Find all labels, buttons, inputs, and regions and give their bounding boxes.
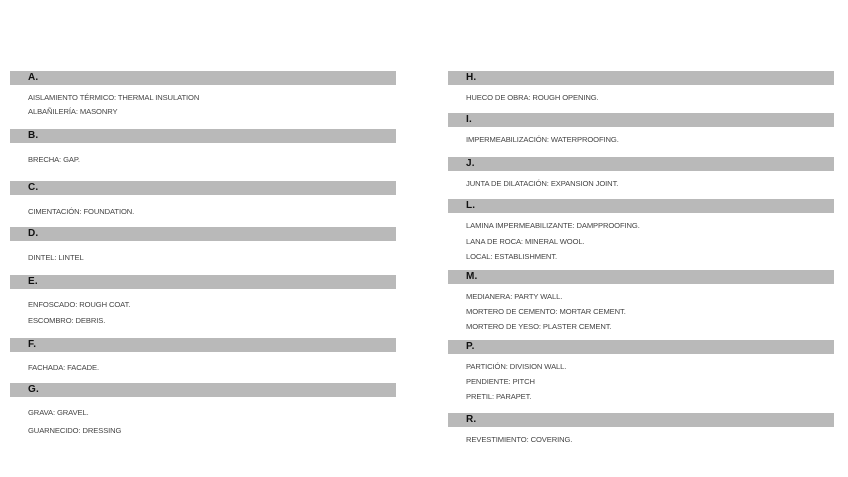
glossary-entry: ENFOSCADO: ROUGH COAT. — [28, 300, 131, 309]
section-header-g: G. — [10, 383, 396, 397]
glossary-entry: PRETIL: PARAPET. — [466, 392, 532, 401]
section-header-h: H. — [448, 71, 834, 85]
section-header-f: F. — [10, 338, 396, 352]
glossary-entry: CIMENTACIÓN: FOUNDATION. — [28, 207, 135, 216]
glossary-entry: LOCAL: ESTABLISHMENT. — [466, 252, 558, 261]
glossary-entry: MORTERO DE YESO: PLASTER CEMENT. — [466, 322, 612, 331]
section-header-m: M. — [448, 270, 834, 284]
section-header-j: J. — [448, 157, 834, 171]
glossary-entry: REVESTIMIENTO: COVERING. — [466, 435, 573, 444]
glossary-entry: HUECO DE OBRA: ROUGH OPENING. — [466, 93, 599, 102]
glossary-entry: MEDIANERA: PARTY WALL. — [466, 292, 563, 301]
glossary-entry: DINTEL: LINTEL — [28, 253, 84, 262]
section-header-r: R. — [448, 413, 834, 427]
section-header-i: I. — [448, 113, 834, 127]
glossary-entry: FACHADA: FACADE. — [28, 363, 99, 372]
section-header-l: L. — [448, 199, 834, 213]
glossary-entry: PARTICIÓN: DIVISION WALL. — [466, 362, 567, 371]
glossary-entry: LAMINA IMPERMEABILIZANTE: DAMPPROOFING. — [466, 221, 640, 230]
section-header-p: P. — [448, 340, 834, 354]
glossary-entry: JUNTA DE DILATACIÓN: EXPANSION JOINT. — [466, 179, 619, 188]
glossary-entry: AISLAMIENTO TÉRMICO: THERMAL INSULATION — [28, 93, 200, 102]
glossary-entry: ESCOMBRO: DEBRIS. — [28, 316, 106, 325]
section-header-e: E. — [10, 275, 396, 289]
glossary-entry: IMPERMEABILIZACIÓN: WATERPROOFING. — [466, 135, 619, 144]
glossary-entry: GRAVA: GRAVEL. — [28, 408, 89, 417]
glossary-entry: PENDIENTE: PITCH — [466, 377, 535, 386]
glossary-entry: BRECHA: GAP. — [28, 155, 80, 164]
section-header-a: A. — [10, 71, 396, 85]
glossary-entry: ALBAÑILERÍA: MASONRY — [28, 107, 118, 116]
glossary-entry: LANA DE ROCA: MINERAL WOOL. — [466, 237, 585, 246]
section-header-d: D. — [10, 227, 396, 241]
section-header-c: C. — [10, 181, 396, 195]
glossary-entry: MORTERO DE CEMENTO: MORTAR CEMENT. — [466, 307, 626, 316]
glossary-entry: GUARNECIDO: DRESSING — [28, 426, 122, 435]
section-header-b: B. — [10, 129, 396, 143]
